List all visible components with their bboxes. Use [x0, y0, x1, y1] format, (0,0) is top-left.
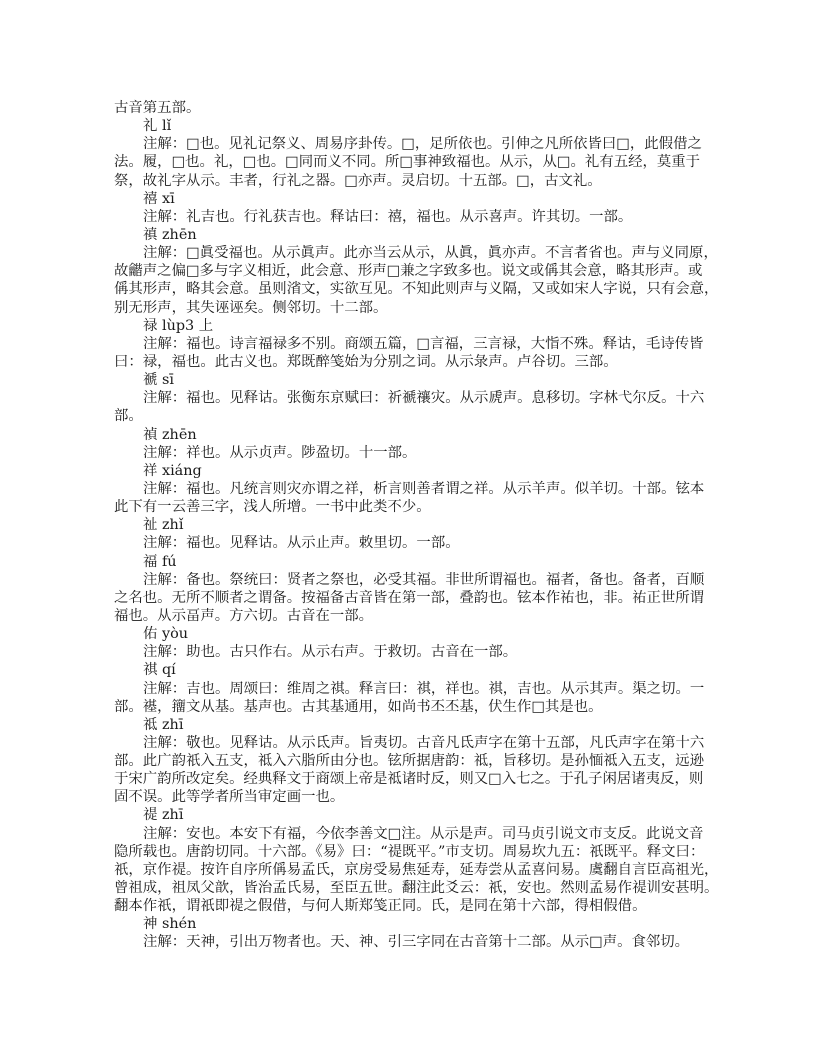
entry-annotation-line: 隐所载也。唐韵切同。十六部。《易》曰：“禔既平。”市支切。周易坎九五：祇既平。释文曰： [114, 843, 705, 860]
dictionary-entry [114, 516, 724, 552]
dictionary-entry [114, 661, 724, 715]
entry-annotation-line: 注解：备也。祭统曰：贤者之祭也，必受其福。非世所谓福也。福者，备也。备者，百顺 [143, 571, 705, 588]
entry-annotation-line: 注解：敬也。见释诂。从示氐声。旨夷切。古音凡氐声字在第十五部，凡氏声字在第十六 [143, 734, 705, 751]
entry-annotation-line: 祭，故礼字从示。丰者，行礼之器。□亦声。灵启切。十五部。□，古文礼。 [114, 172, 602, 189]
entry-annotation-line: 注解：礼吉也。行礼获吉也。释诂曰：禧，福也。从示喜声。许其切。一部。 [143, 208, 633, 225]
entry-headword: 禠 sī [143, 372, 174, 389]
entry-annotation-line: 曰：禄，福也。此古义也。郑既醉笺始为分别之词。从示彔声。卢谷切。三部。 [114, 353, 618, 370]
entry-headword: 佑 yòu [143, 626, 189, 643]
entry-annotation-line: 注解：□眞受福也。从示眞声。此亦当云从示，从眞，眞亦声。不言者省也。声与义同原， [143, 245, 718, 262]
entry-headword: 神 shén [143, 916, 197, 933]
entry-annotation-line: 曾祖成，祖凤父歆，皆治孟氏易，至臣五世。翻注此爻云：祇，安也。然则孟易作禔训安甚明。 [114, 880, 719, 897]
entry-headword: 祉 zhǐ [143, 517, 184, 534]
entry-annotation-line: 注解：吉也。周颂曰：维周之祺。释言曰：祺，祥也。祺，吉也。从示其声。渠之切。一 [143, 680, 705, 697]
section-heading: 古音第五部。 [114, 100, 201, 116]
entry-headword: 禄 lùp3 上 [143, 317, 214, 334]
dictionary-entry [114, 553, 724, 626]
entry-annotation-line: 之名也。无所不顺者之谓备。按福备古音皆在第一部，叠韵也。铉本作祐也，非。祐正世所谓 [114, 589, 705, 606]
entry-annotation-line: 此下有一云善三字，浅人所增。一书中此类不少。 [114, 499, 431, 516]
dictionary-entry [114, 426, 724, 462]
entry-headword: 禛 zhēn [143, 226, 197, 243]
entry-annotation-line: 法。履，□也。礼，□也。□同而义不同。所□事神致福也。从示，从□。礼有五经，莫重于 [114, 154, 701, 171]
dictionary-entry [114, 806, 724, 915]
entry-annotation-line: 注解：天神，引出万物者也。天、神、引三字同在古音第十二部。从示□声。食邻切。 [143, 934, 690, 951]
entry-annotation-line: 故龤声之偏□多与字义相近，此会意、形声□兼之字致多也。说文或偁其会意，略其形声。或 [114, 263, 703, 280]
entry-annotation-line: 注解：助也。古只作右。从示右声。于救切。古音在一部。 [143, 644, 518, 661]
dictionary-entry [114, 117, 724, 190]
dictionary-entry [114, 625, 724, 661]
entry-headword: 禎 zhēn [143, 426, 197, 443]
entry-annotation-line: 注解：福也。见释诂。从示止声。敕里切。一部。 [143, 535, 460, 552]
entry-headword: 禔 zhī [143, 807, 184, 824]
entry-annotation-line: 福也。从示畐声。方六切。古音在一部。 [114, 607, 374, 624]
entry-headword: 禧 xī [143, 190, 175, 207]
entry-headword: 礼 lǐ [143, 118, 172, 135]
entry-annotation-line: 翻本作祇，谓祇即禔之假借，与何人斯郑笺正同。氏，是同在第十六部，得相假借。 [114, 898, 647, 915]
entry-annotation-line: 注解：安也。本安下有福，今依李善文□注。从示是声。司马贞引说文市支反。此说文音 [143, 825, 704, 842]
entry-annotation-line: 注解：祥也。从示贞声。陟盈切。十一部。 [143, 444, 417, 461]
entry-annotation-line: 别无形声，其失诬诬矣。侧邻切。十二部。 [114, 299, 388, 316]
entry-headword: 祗 zhī [143, 716, 184, 733]
dictionary-entry [114, 716, 724, 807]
entry-annotation-line: 注解：福也。凡统言则灾亦谓之祥，析言则善者谓之祥。从示羊声。似羊切。十部。铉本 [143, 480, 705, 497]
document-body [114, 99, 724, 952]
entry-annotation-line: 部。禥，籒文从基。基声也。古其基通用，如尚书丕丕基，伏生作□其是也。 [114, 698, 603, 715]
entry-annotation-line: 注解：福也。见释诂。张衡东京赋曰：祈禠禳灾。从示虒声。息移切。字林弋尔反。十六 [143, 390, 705, 407]
dictionary-entry [114, 371, 724, 425]
dictionary-entry [114, 190, 724, 226]
entry-annotation-line: 注解：□也。见礼记祭义、周易序卦传。□，足所依也。引伸之凡所依皆曰□，此假借之 [143, 136, 702, 153]
entry-headword: 祺 qí [143, 662, 176, 679]
entry-annotation-line: 于宋广韵所改定矣。经典释文于商颂上帝是祗诸时反，则又□入七之。于孔子闲居诸夷反，则 [114, 771, 704, 788]
entry-annotation-line: 部。此广韵祇入五支，祗入六脂所由分也。铉所据唐韵：祗，旨移切。是孙愐祗入五支，远逊 [114, 753, 705, 770]
entry-headword: 祥 xiáng [143, 462, 202, 479]
entry-headword: 福 fú [143, 553, 177, 570]
entry-annotation-line: 部。 [114, 408, 143, 425]
dictionary-entry [114, 317, 724, 371]
entry-annotation-line: 祇，京作禔。按许自序所偁易孟氏，京房受易焦延寿，延寿尝从孟喜问易。虞翻自言臣高祖光， [114, 861, 719, 878]
entry-annotation-line: 固不误。此等学者所当审定画一也。 [114, 789, 345, 806]
dictionary-entry [114, 915, 724, 951]
entry-annotation-line: 注解：福也。诗言福禄多不别。商颂五篇，□言福，三言禄，大恉不殊。释诂，毛诗传皆 [143, 335, 704, 352]
dictionary-entry [114, 226, 724, 317]
entry-annotation-line: 偁其形声，略其会意。虽则渻文，实欲互见。不知此则声与义隔，又或如宋人字说，只有会意， [114, 281, 719, 298]
dictionary-entry [114, 462, 724, 516]
